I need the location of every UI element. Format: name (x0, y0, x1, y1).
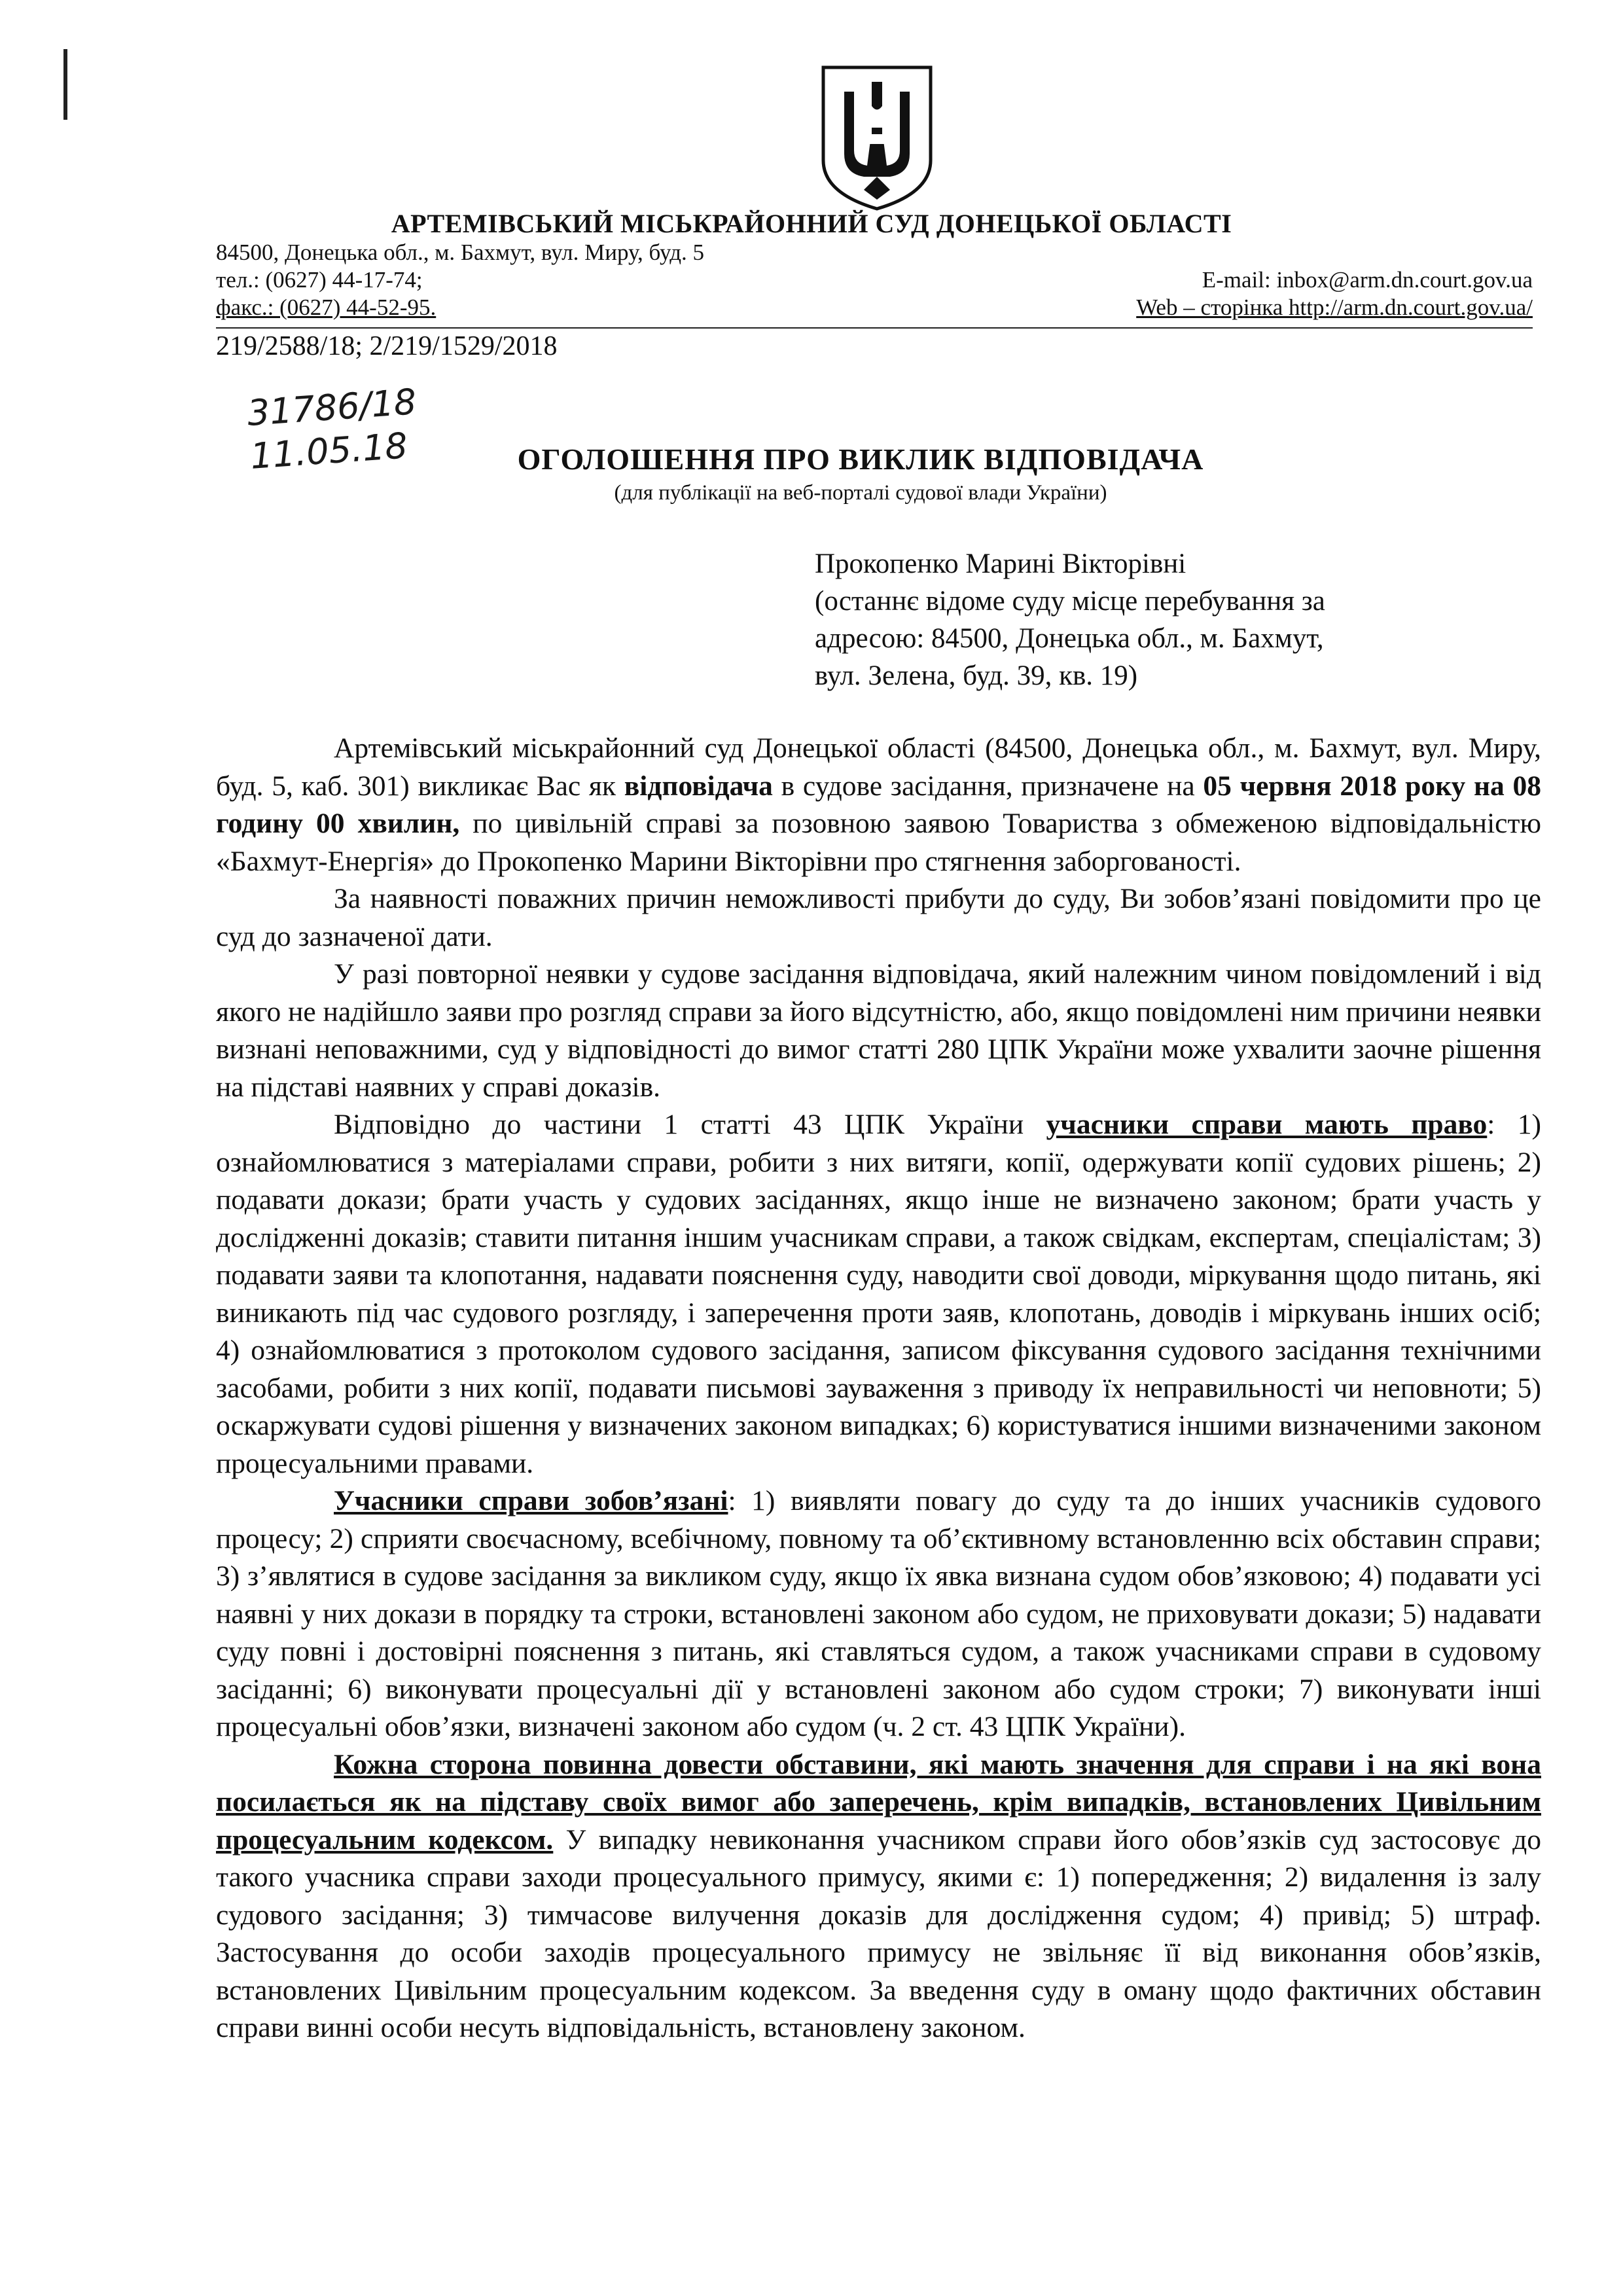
addressee-line: Прокопенко Марині Вікторівні (815, 548, 1186, 579)
addressee-line: (останнє відоме суду місце перебування за (815, 586, 1325, 617)
court-contacts-left (216, 239, 704, 321)
handwritten-date: 11.05.18 (249, 425, 409, 477)
addressee-line: вул. Зелена, буд. 39, кв. 19) (815, 660, 1138, 691)
paragraph-notify-duty: За наявності поважних причин неможливості прибути до суду, Ви зобов’язані повідомити про це суд до зазначеної дати. (216, 883, 1541, 952)
document-title: ОГОЛОШЕННЯ ПРО ВИКЛИК ВІДПОВІДАЧА (517, 442, 1204, 476)
court-address: 84500, Донецька обл., м. Бахмут, вул. Миру, буд. 5 (216, 240, 705, 265)
court-name: АРТЕМІВСЬКИЙ МІСЬКРАЙОННИЙ СУД ДОНЕЦЬКОЇ ОБЛАСТІ (391, 209, 1232, 238)
case-numbers: 219/2588/18; 2/219/1529/2018 (216, 331, 558, 361)
addressee-line: адресою: 84500, Донецька обл., м. Бахмут, (815, 623, 1324, 654)
handwritten-reg-number: 31786/18 (245, 381, 418, 435)
court-website: Web – сторінка http://arm.dn.court.gov.ua/ (1136, 295, 1533, 320)
coat-of-arms-icon (818, 62, 936, 213)
paragraph-participant-rights: Відповідно до частини 1 статті 43 ЦПК України учасники справи мають право: 1) ознайомлюватися з матеріалами справи, робити з них витяги, копії, одержувати копії судових рішень; 2) подавати докази; брати участь у судових засіданнях, якщо інше не визначено законом; брати участь у дослідженні доказів; ставити питання іншим учасникам справи, а також свідкам, експертам, спеціалістам; 3) подавати заяви та клопотання, надавати пояснення суду, наводити свої доводи, міркування щодо питань, які виникають під час судового розгляду, і заперечення проти заяв, клопотань, доводів і міркувань інших осіб; 4) ознайомлюватися з протоколом судового засідання, записом фіксування судового засідання технічними засобами, робити з них копії, подавати письмові зауваження з приводу їх неправильності чи неповноти; 5) оскаржувати судові рішення у визначених законом випадках; 6) користуватися іншими визначеними законом процесуальними правами. (216, 1109, 1542, 1479)
court-email: E-mail: inbox@arm.dn.court.gov.ua (1202, 267, 1533, 293)
paragraph-default-judgment: У разі повторної неявки у судове засідання відповідача, який належним чином повідомлений і від якого не надійшло заяви про розгляд справи за його відсутністю, або, якщо повідомлені ним причини неявки визнані неповажними, суд у відповідності до вимог статті 280 ЦПК України може ухвалити заочне рішення на підставі наявних у справі доказів. (216, 958, 1541, 1103)
court-phone: тел.: (0627) 44-17-74; (216, 267, 423, 293)
header-divider (216, 327, 1533, 329)
court-fax: факс.: (0627) 44-52-95. (216, 295, 437, 320)
paragraph-summons: Артемівський міськрайонний суд Донецької області (84500, Донецька обл., м. Бахмут, вул. Миру, буд. 5, каб. 301) викликає Вас як відповідача в судове засідання, призначене на 05 червня 2018 року на 08 годину 00 хвилин, по цивільній справі за позовною заявою Товариства з обмеженою відповідальністю «Бахмут-Енергія» до Прокопенко Марини Вікторівни про стягнення заборгованості. (216, 732, 1541, 877)
notice-body (216, 730, 1541, 2047)
scan-margin-mark (63, 49, 67, 120)
paragraph-burden-of-proof: Кожна сторона повинна довести обставини, які мають значення для справи і на які вона посилається як на підставу своїх вимог або заперечень, крім випадків, встановлених Цивільним процесуальним кодексом. У випадку невиконання учасником справи його обов’язків суд застосовує до такого учасника справи заходи процесуального примусу, якими є: 1) попередження; 2) видалення із залу судового засідання; 3) тимчасове вилучення доказів для дослідження судом; 4) привід; 5) штраф. Застосування до особи заходів процесуального примусу не звільняє її від виконання обов’язків, встановлених Цивільним процесуальним кодексом. За введення суду в оману щодо фактичних обставин справи винні особи несуть відповідальність, встановлену законом. (216, 1748, 1541, 2043)
paragraph-participant-duties: Учасники справи зобов’язані: 1) виявляти повагу до суду та до інших учасників судового процесу; 2) сприяти своєчасному, всебічному, повному та об’єктивному встановленню всіх обставин справи; 3) з’являтися в судове засідання за викликом суду, якщо їх явка визнана судом обов’язковою; 4) подавати усі наявні у них докази в порядку та строки, встановлені законом або судом, не приховувати докази; 5) надавати суду повні і достовірні пояснення з питань, які ставляться судом, а також учасниками справи в судовому засіданні; 6) виконувати процесуальні дії у встановлені законом або судом строки; 7) виконувати інші процесуальні обов’язки, визначені законом або судом (ч. 2 ст. 43 ЦПК України). (216, 1485, 1541, 1742)
court-contacts-right (1136, 266, 1533, 321)
document-subtitle: (для публікації на веб-порталі судової влади України) (614, 481, 1107, 505)
addressee-block (815, 545, 1535, 694)
